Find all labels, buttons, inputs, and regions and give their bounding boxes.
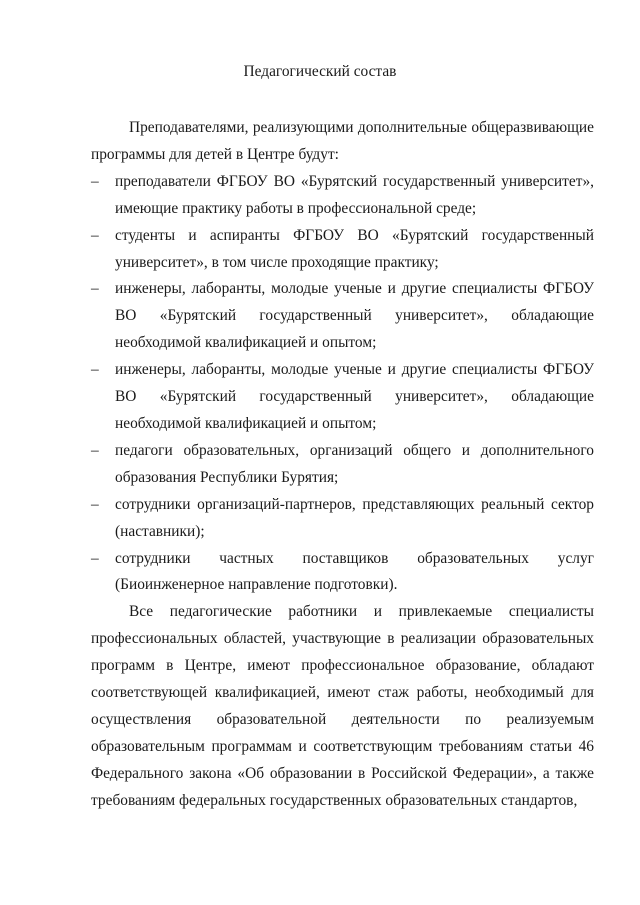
list-item-text: студенты и аспиранты ФГБОУ ВО «Бурятский государственный университет», в том числе проходящие практику; (115, 226, 594, 271)
dash-marker: – (91, 226, 99, 244)
dash-marker: – (91, 172, 99, 190)
dash-marker: – (91, 495, 99, 513)
dash-marker: – (91, 549, 99, 567)
list-item-text: сотрудники частных поставщиков образовательных услуг (Биоинженерное направление подготовки). (115, 549, 594, 594)
list-item-text: инженеры, лаборанты, молодые ученые и другие специалисты ФГБОУ ВО «Бурятский государственный университет», обладающие необходимой квалификацией и опытом; (115, 280, 594, 352)
list-item-text: сотрудники организаций-партнеров, представляющих реальный сектор (наставники); (115, 495, 594, 540)
list-item (91, 492, 594, 546)
dash-marker: – (91, 280, 99, 298)
list-item-text: педагоги образовательных, организаций общего и дополнительного образования Республики Бурятия; (115, 441, 594, 486)
list-item (91, 357, 594, 438)
intro-paragraph: Преподавателями, реализующими дополнительные общеразвивающие программы для детей в Центре будут: (91, 119, 594, 163)
list-item (91, 546, 594, 600)
list-item (91, 169, 594, 223)
dash-marker: – (91, 361, 99, 379)
list-item-text: инженеры, лаборанты, молодые ученые и другие специалисты ФГБОУ ВО «Бурятский государственный университет», обладающие необходимой квалификацией и опытом; (115, 361, 594, 432)
document-body (91, 115, 594, 815)
list-item (91, 438, 594, 492)
page-title: Педагогический состав (243, 63, 397, 80)
list-item (91, 223, 594, 277)
staff-list (91, 169, 594, 600)
closing-paragraph: Все педагогические работники и привлекаемые специалисты профессиональных областей, участвующие в реализации образовательных программ в Центре, имеют профессиональное образование, обладают соответствующей квалификацией, имеют стаж работы, необходимый для осуществления образовательной деятельности по реализуемым образовательным программам и соответствующим требованиям статьи 46 Федерального закона «Об образовании в Российской Федерации», а также требованиям федеральных государственных образовательных стандартов, (91, 603, 594, 809)
list-item-text: преподаватели ФГБОУ ВО «Бурятский государственный университет», имеющие практику работы в профессиональной среде; (115, 172, 594, 217)
list-item (91, 276, 594, 357)
dash-marker: – (91, 441, 99, 459)
